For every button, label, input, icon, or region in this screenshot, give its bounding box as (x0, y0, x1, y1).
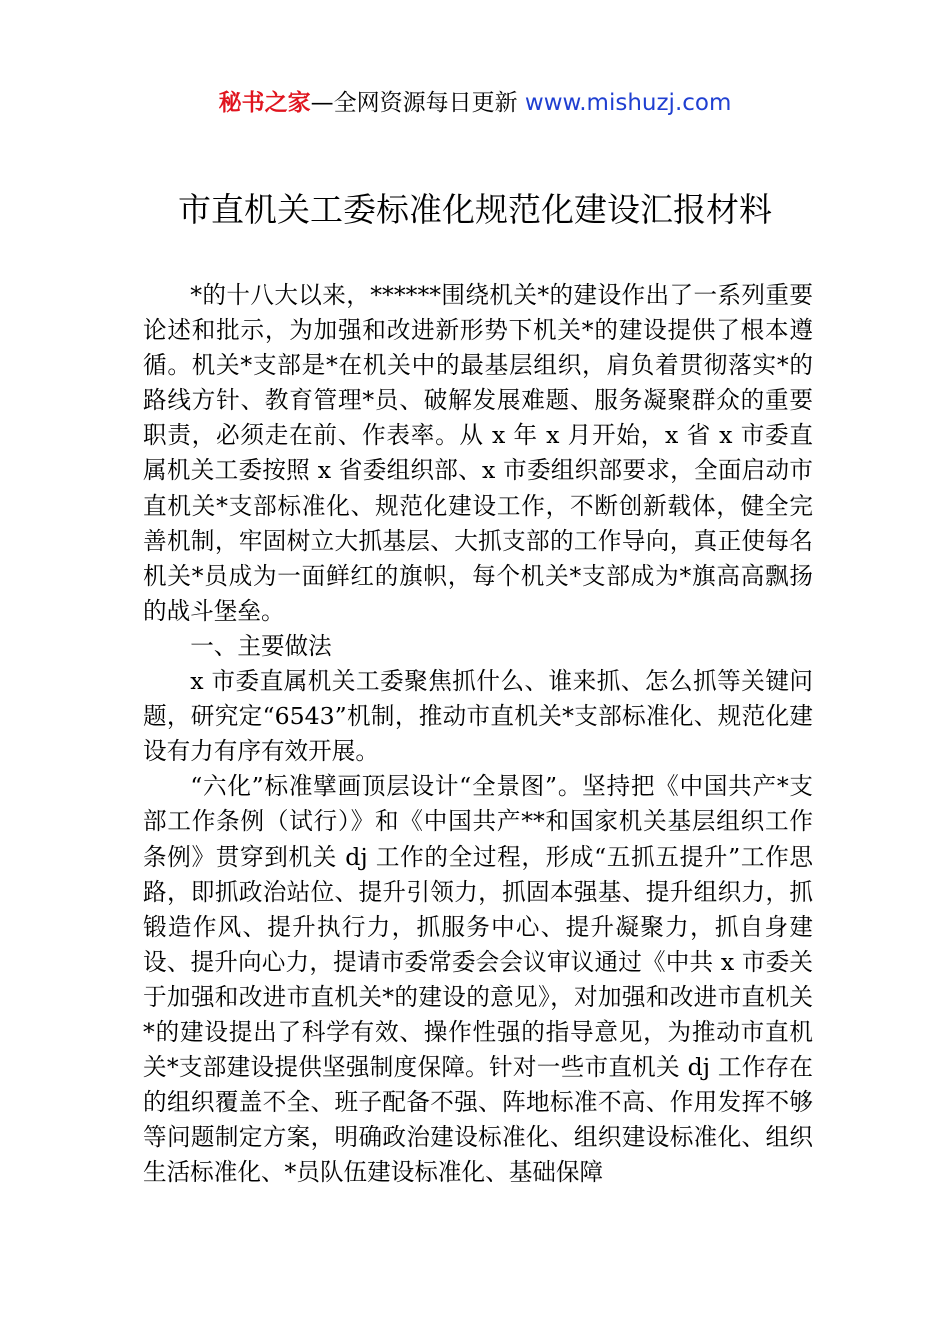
document-body (143, 278, 813, 1190)
header-tagline: —全网资源每日更新 (310, 90, 525, 116)
document-title: 市直机关工委标准化规范化建设汇报材料 (178, 190, 772, 229)
site-url-link[interactable]: www.mishuzj.com (524, 90, 732, 116)
paragraph-6543-mechanism: x 市委直属机关工委聚焦抓什么、谁来抓、怎么抓等关键问题，研究定“6543”机制，推动市直机关*支部标准化、规范化建设有力有序有效开展。 (143, 667, 813, 766)
section-heading-main-practices: 一、主要做法 (190, 631, 332, 660)
site-header (0, 86, 950, 120)
brand-name: 秘书之家 (218, 90, 311, 116)
paragraph-intro: *的十八大以来，******围绕机关*的建设作出了一系列重要论述和批示，为加强和改进新形势下机关*的建设提供了根本遵循。机关*支部是*在机关中的最基层组织，肩负着贯彻落实*的路线方针、教育管理*员、破解发展难题、服务凝聚群众的重要职责，必须走在前、作表率。从 x 年 x 月开始，x 省 x 市委直属机关工委按照 x 省委组织部、x 市委组织部要求，全面启动市直机关*支部标准化、规范化建设工作，不断创新载体，健全完善机制，牢固树立大抓基层、大抓支部的工作导向，真正使每名机关*员成为一面鲜红的旗帜，每个机关*支部成为*旗高高飘扬的战斗堡垒。 (143, 281, 813, 625)
paragraph-six-standards: “六化”标准擘画顶层设计“全景图”。坚持把《中国共产*支部工作条例（试行）》和《中国共产**和国家机关基层组织工作条例》贯穿到机关 dj 工作的全过程，形成“五抓五提升”工作思路，即抓政治站位、提升引领力，抓固本强基、提升组织力，抓锻造作风、提升执行力，抓服务中心、提升凝聚力，抓自身建设、提升向心力，提请市委常委会会议审议通过《中共 x 市委关于加强和改进市直机关*的建设的意见》，对加强和改进市直机关*的建设提出了科学有效、操作性强的指导意见，为推动市直机关*支部建设提供坚强制度保障。针对一些市直机关 dj 工作存在的组织覆盖不全、班子配备不强、阵地标准不高、作用发挥不够等问题制定方案，明确政治建设标准化、组织建设标准化、组织生活标准化、*员队伍建设标准化、基础保障 (143, 772, 813, 1187)
